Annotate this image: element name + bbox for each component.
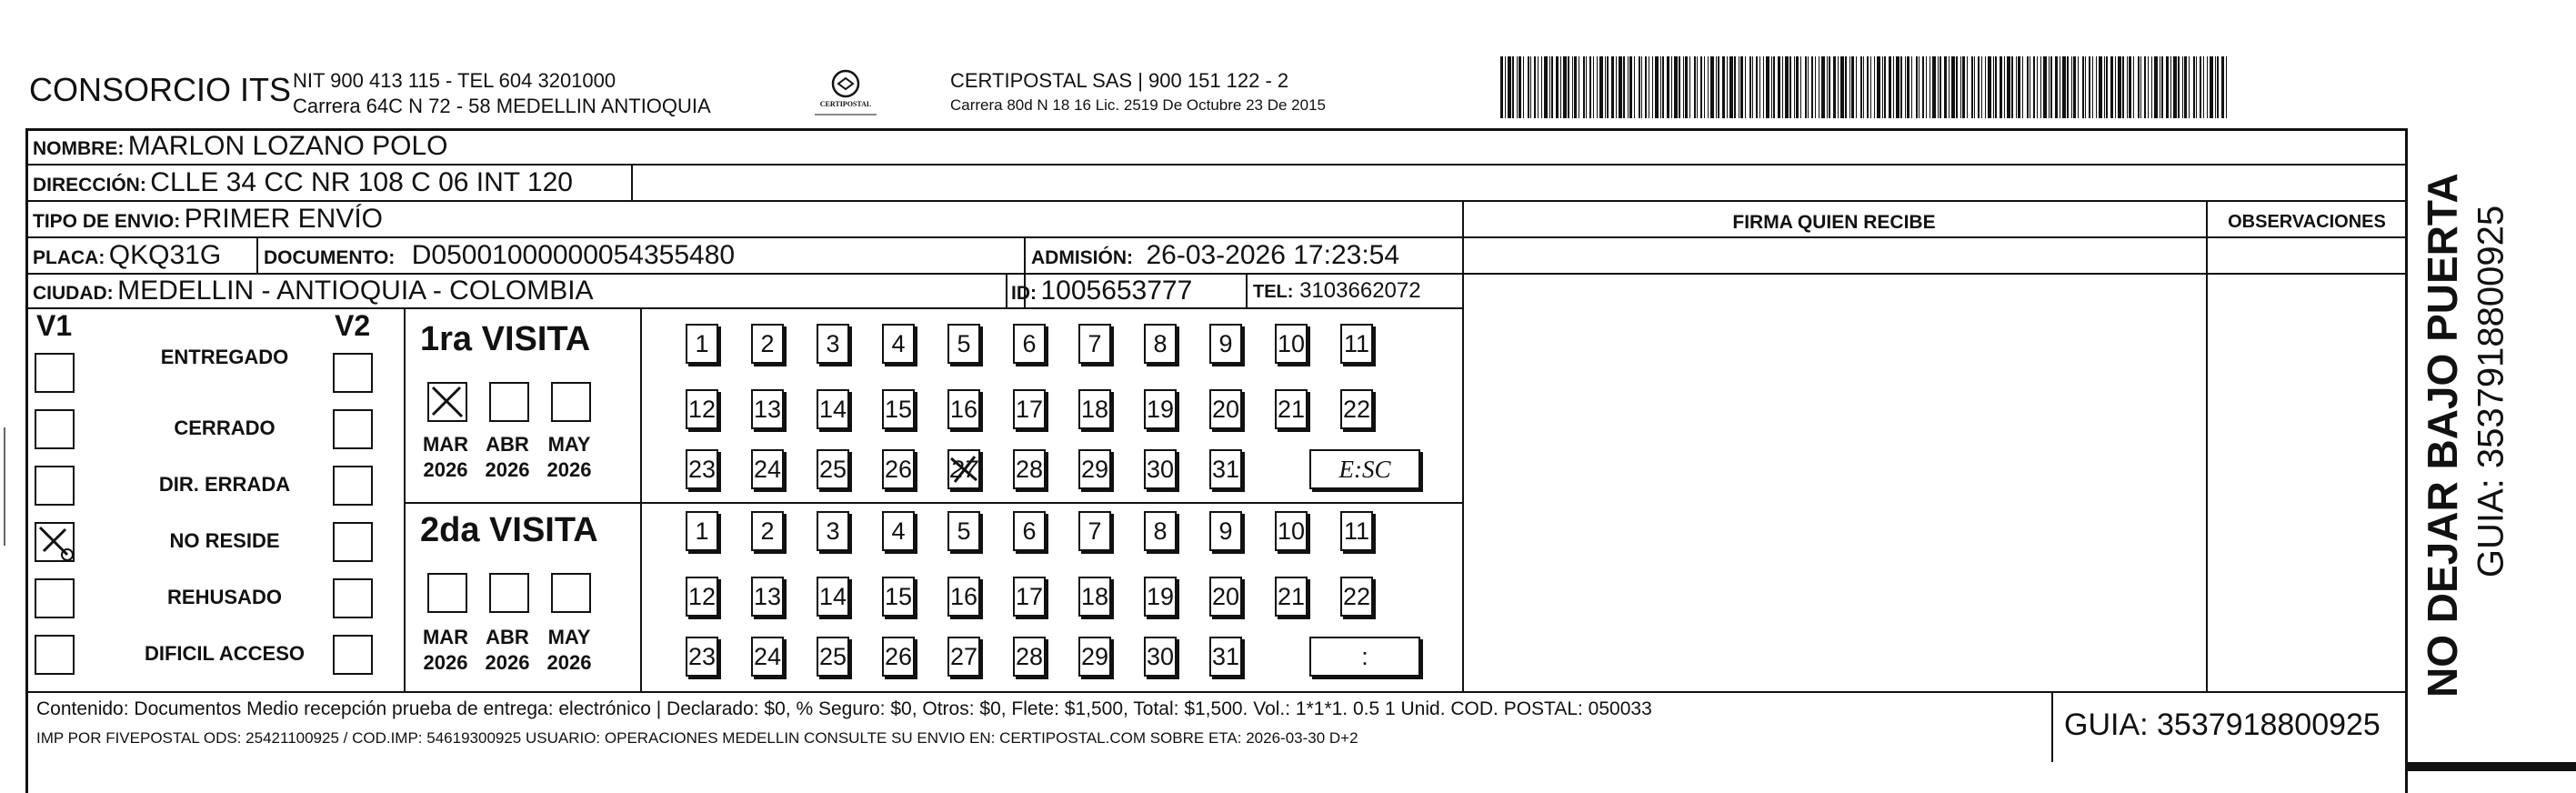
second-visit-day[interactable]: 31 [1209, 637, 1242, 677]
month-label: ABR [486, 626, 529, 648]
second-visit-day[interactable]: 14 [817, 577, 849, 617]
first-visit-day[interactable]: 10 [1275, 324, 1308, 364]
status-label: REHUSADO [167, 586, 282, 608]
v2-checkbox-4[interactable] [333, 522, 373, 562]
second-visit-day[interactable]: 6 [1013, 511, 1046, 551]
nombre-value: MARLON LOZANO POLO [127, 131, 448, 161]
second-visit-day[interactable]: 9 [1209, 511, 1242, 551]
first-visit-day[interactable]: 2 [751, 324, 784, 364]
first-visit-day[interactable]: 30 [1144, 449, 1177, 489]
placa-label: PLACA: [33, 247, 105, 268]
day-number: 27 [949, 456, 978, 483]
first-visit-month-box[interactable] [551, 382, 591, 422]
v2-checkbox-6[interactable] [333, 635, 373, 675]
first-visit-day[interactable]: 11 [1340, 324, 1373, 364]
first-visit-day[interactable]: 24 [751, 449, 784, 489]
first-visit-day[interactable]: 19 [1144, 389, 1177, 429]
second-visit-day[interactable]: 12 [686, 577, 718, 617]
second-visit-day[interactable]: 27 [947, 637, 980, 677]
second-visit-day[interactable]: 1 [686, 511, 718, 551]
first-visit-day[interactable]: 9 [1209, 324, 1242, 364]
direccion-value: CLLE 34 CC NR 108 C 06 INT 120 [150, 167, 573, 197]
first-visit-day[interactable]: 13 [751, 389, 784, 429]
first-visit-day[interactable]: 18 [1078, 389, 1111, 429]
company-name: CONSORCIO ITS [29, 71, 292, 108]
month-label: MAY [547, 433, 591, 456]
second-visit-day[interactable]: 8 [1144, 511, 1177, 551]
second-visit-day[interactable]: 11 [1340, 511, 1373, 551]
second-visit-day[interactable]: 30 [1144, 637, 1177, 677]
second-visit-month-box[interactable] [489, 573, 529, 613]
first-visit-day[interactable]: 20 [1209, 389, 1242, 429]
check-mark-icon [36, 524, 73, 560]
first-visit-day[interactable]: 4 [882, 324, 915, 364]
status-label: ENTREGADO [160, 346, 289, 368]
v1-checkbox-6[interactable] [35, 635, 75, 675]
second-visit-day[interactable]: 18 [1078, 577, 1111, 617]
second-visit-day[interactable]: 19 [1144, 577, 1177, 617]
firma-label: FIRMA QUIEN RECIBE [1732, 212, 1936, 233]
second-visit-day[interactable]: 23 [686, 637, 718, 677]
second-visit-title: 2da VISITA [420, 511, 598, 549]
id-label: ID: [1011, 283, 1037, 304]
month-label: MAY [547, 626, 591, 648]
company-line2: Carrera 64C N 72 - 58 MEDELLIN ANTIOQUIA [293, 95, 711, 117]
second-visit-day[interactable]: 5 [947, 511, 980, 551]
footer-line2: IMP POR FIVEPOSTAL ODS: 25421100925 / COD.IMP: 54619300925 USUARIO: OPERACIONES MEDELLIN CONSULTE SU ENVIO EN: CERTIPOSTAL.COM SOBRE ETA: 2026-03-30 D+2 [36, 729, 1358, 747]
month-label: ABR [486, 433, 529, 456]
v1-checkbox-4[interactable] [35, 522, 75, 562]
first-visit-day[interactable]: 28 [1013, 449, 1046, 489]
second-visit-day[interactable]: 20 [1209, 577, 1242, 617]
documento-value: D05001000000054355480 [411, 240, 736, 270]
certi-line2: Carrera 80d N 18 16 Lic. 2519 De Octubre 23 De 2015 [950, 96, 1326, 114]
v2-checkbox-5[interactable] [333, 578, 373, 618]
v1-checkbox-1[interactable] [35, 353, 75, 393]
certi-line1: CERTIPOSTAL SAS | 900 151 122 - 2 [950, 69, 1289, 92]
first-visit-month-box[interactable] [489, 382, 529, 422]
side-warning: NO DEJAR BAJO PUERTA [2419, 173, 2466, 698]
first-visit-day[interactable]: 22 [1340, 389, 1373, 429]
side-guia: GUIA: 3537918800925 [2471, 205, 2511, 578]
first-visit-day[interactable]: 16 [947, 389, 980, 429]
nombre-label: NOMBRE: [33, 138, 125, 159]
ciudad-label: CIUDAD: [33, 283, 114, 304]
admision-value: 26-03-2026 17:23:54 [1146, 240, 1400, 270]
year-label: 2026 [423, 458, 468, 481]
second-visit-day[interactable]: 29 [1078, 637, 1111, 677]
first-visit-day[interactable]: 29 [1078, 449, 1111, 489]
first-visit-day[interactable]: 12 [686, 389, 718, 429]
status-label: CERRADO [174, 417, 276, 439]
second-visit-day[interactable]: 4 [882, 511, 915, 551]
first-visit-day[interactable]: 3 [817, 324, 849, 364]
v1-checkbox-5[interactable] [35, 578, 75, 618]
v2-checkbox-2[interactable] [333, 409, 373, 449]
first-visit-day[interactable]: 7 [1078, 324, 1111, 364]
year-label: 2026 [546, 651, 592, 674]
first-visit-day[interactable]: 6 [1013, 324, 1046, 364]
second-visit-day[interactable]: 26 [882, 637, 915, 677]
second-visit-day[interactable]: 28 [1013, 637, 1046, 677]
margin-mark [4, 427, 5, 546]
tel-label: TEL: [1253, 282, 1294, 302]
first-visit-month-box[interactable] [427, 382, 467, 422]
v1-checkbox-2[interactable] [35, 409, 75, 449]
first-visit-day[interactable]: 5 [947, 324, 980, 364]
bottom-edge-line [2408, 762, 2576, 771]
direccion-label: DIRECCIÓN: [33, 175, 146, 196]
second-visit-day[interactable]: 16 [947, 577, 980, 617]
year-label: 2026 [485, 651, 530, 674]
year-label: 2026 [546, 458, 592, 481]
footer-guia: GUIA: 3537918800925 [2064, 708, 2381, 742]
first-visit-day[interactable]: 26 [882, 449, 915, 489]
second-visit-day[interactable]: 13 [751, 577, 784, 617]
admision-label: ADMISIÓN: [1031, 247, 1133, 268]
certipostal-logo-icon [809, 67, 882, 122]
year-label: 2026 [485, 458, 530, 481]
ciudad-value: MEDELLIN - ANTIOQUIA - COLOMBIA [117, 276, 594, 306]
placa-value: QKQ31G [108, 240, 222, 270]
first-visit-day[interactable]: 21 [1275, 389, 1308, 429]
tipo-value: PRIMER ENVÍO [184, 204, 384, 234]
status-label: DIR. ERRADA [158, 473, 291, 496]
status-label: NO RESIDE [169, 529, 280, 552]
certipostal-logo [809, 67, 882, 122]
second-visit-day[interactable]: 10 [1275, 511, 1308, 551]
certipostal-logo-text: CERTIPOSTAL [819, 100, 872, 108]
second-visit-day[interactable]: 24 [751, 637, 784, 677]
second-visit-day[interactable]: 3 [817, 511, 849, 551]
second-visit-day[interactable]: 2 [751, 511, 784, 551]
first-visit-day[interactable]: 23 [686, 449, 718, 489]
first-visit-day[interactable]: 1 [686, 324, 718, 364]
second-visit-day[interactable]: 22 [1340, 577, 1373, 617]
second-visit-day[interactable]: 7 [1078, 511, 1111, 551]
second-visit-month-box[interactable] [427, 573, 467, 613]
observaciones-label: OBSERVACIONES [2228, 212, 2386, 232]
first-visit-time[interactable]: E:SC [1309, 449, 1420, 489]
tipo-label: TIPO DE ENVIO: [33, 211, 181, 232]
first-visit-day[interactable]: 8 [1144, 324, 1177, 364]
status-label: DIFICIL ACCESO [144, 642, 305, 665]
v1-label: V1 [36, 309, 73, 342]
first-visit-title: 1ra VISITA [420, 320, 591, 358]
first-visit-day[interactable]: 17 [1013, 389, 1046, 429]
v2-checkbox-3[interactable] [333, 466, 373, 506]
first-visit-day[interactable]: 31 [1209, 449, 1242, 489]
v2-label: V2 [335, 309, 371, 342]
v2-checkbox-1[interactable] [333, 353, 373, 393]
second-visit-day[interactable]: 25 [817, 637, 849, 677]
first-visit-day[interactable]: 25 [817, 449, 849, 489]
footer-line1: Contenido: Documentos Medio recepción prueba de entrega: electrónico | Declarado: $0, % Seguro: $0, Otros: $0, Flete: $1,500, Total: $1,500. Vol.: 1*1*1. 0.5 1 Unid. COD. POSTAL: 050033 [36, 698, 1652, 719]
v1-checkbox-3[interactable] [35, 466, 75, 506]
company-line1: NIT 900 413 115 - TEL 604 3201000 [293, 69, 616, 92]
month-label: MAR [422, 626, 469, 648]
id-value: 1005653777 [1040, 276, 1193, 306]
second-visit-day[interactable]: 17 [1013, 577, 1046, 617]
second-visit-day[interactable]: 15 [882, 577, 915, 617]
second-visit-day[interactable]: 21 [1275, 577, 1308, 617]
barcode-bar [2227, 56, 2229, 118]
barcode [1500, 56, 2228, 118]
documento-label: DOCUMENTO: [264, 247, 396, 268]
first-visit-day[interactable]: 15 [882, 389, 915, 429]
first-visit-day[interactable]: 14 [817, 389, 849, 429]
month-label: MAR [422, 433, 469, 456]
second-visit-time[interactable]: : [1309, 637, 1420, 677]
first-visit-day[interactable] [947, 449, 980, 489]
tel-value: 3103662072 [1299, 278, 1421, 303]
year-label: 2026 [423, 651, 468, 674]
check-mark-icon [429, 384, 466, 420]
second-visit-month-box[interactable] [551, 573, 591, 613]
